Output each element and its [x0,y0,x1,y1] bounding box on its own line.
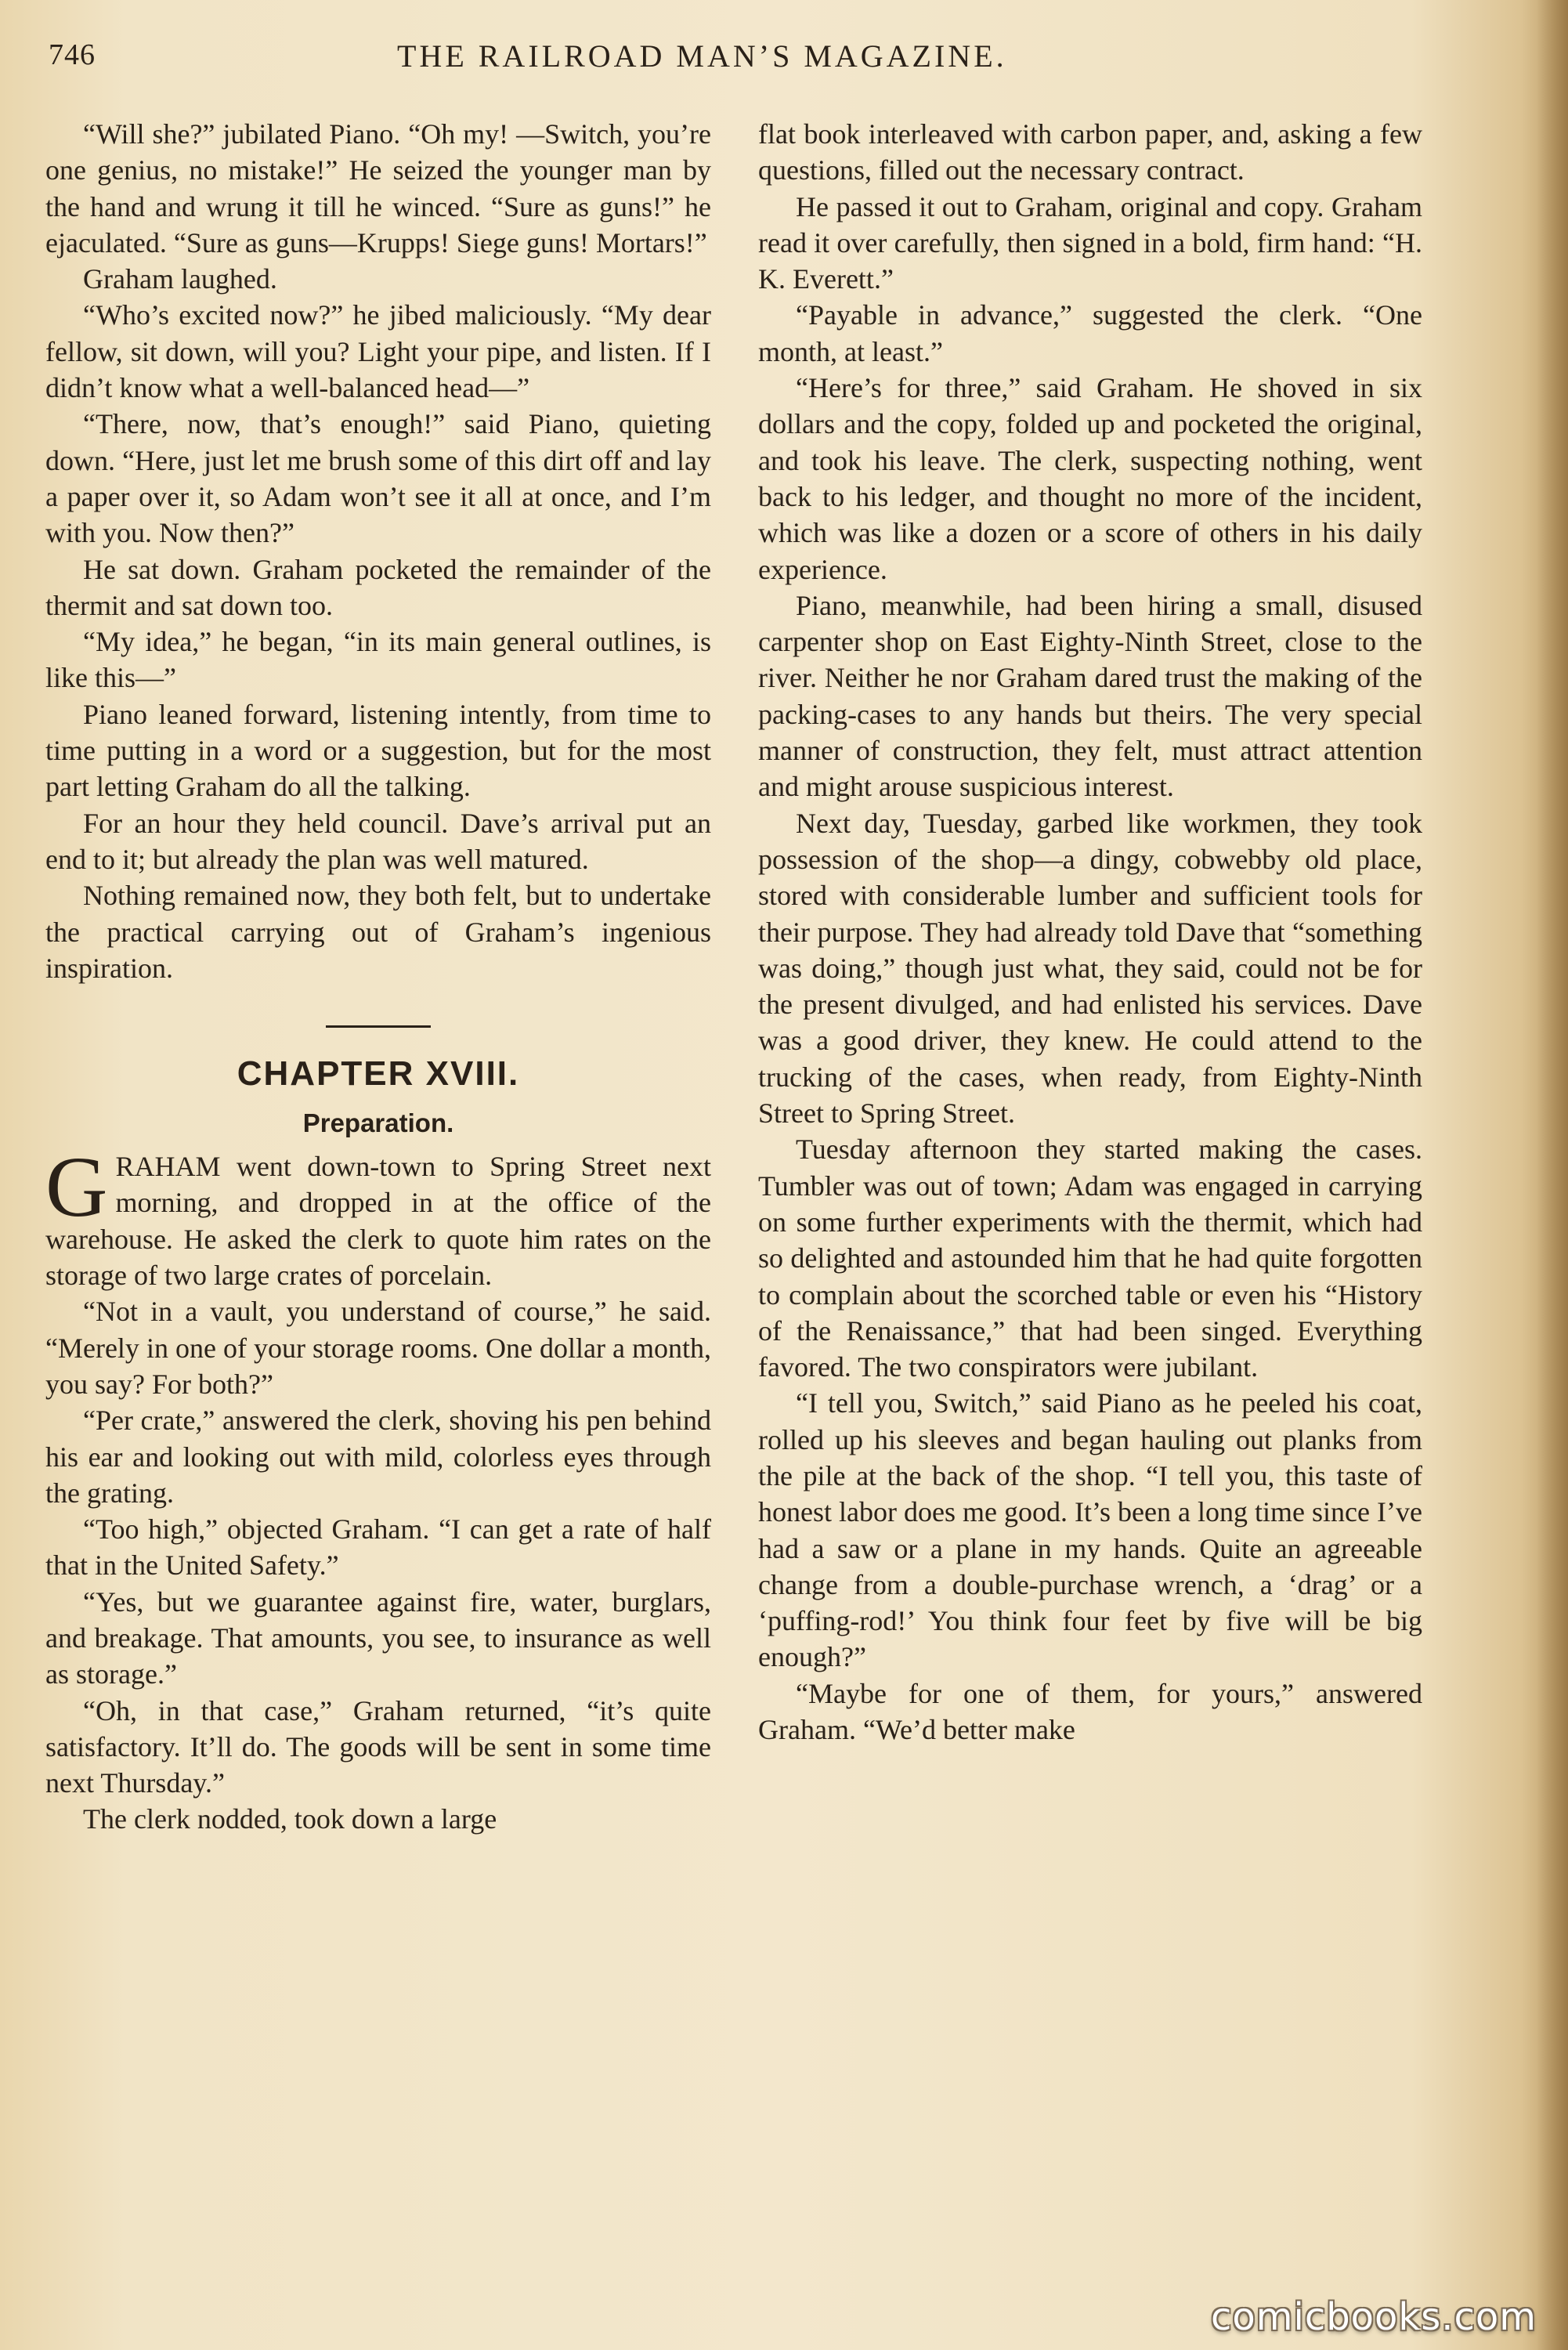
paragraph: Nothing remained now, they both felt, but to undertake the practical carrying out of Graham’s ingenious inspiration. [45,880,711,984]
paragraph: “I tell you, Switch,” said Piano as he peeled his coat, rolled up his sleeves and began hauling out planks from the pile at the back of the shop. “I tell you, this taste of honest labor does me good. It’s been a long time since I’ve had a saw or a plane in my hands. Quite an agreeable change from a double-purchase wrench, a ‘drag’ or a ‘puffing-rod!’ You think four feet by five will be big enough?” [758,1387,1422,1673]
paragraph: Next day, Tuesday, garbed like workmen, they took possession of the shop—a dingy, cobwebby old place, stored with considerable lumber and sufficient tools for their purpose. They had already told Dave that “something was doing,” though just what, they said, could not be for the present divulged, and had enlisted his services. Dave was a good driver, they knew. He could attend to the trucking of the cases, when ready, from Eighty-Ninth Street to Spring Street. [758,807,1422,1130]
paragraph: “Too high,” objected Graham. “I can get a rate of half that in the United Safety.” [45,1513,711,1582]
paragraph: He passed it out to Graham, original and copy. Graham read it over carefully, then signed in a bold, firm hand: “H. K. Everett.” [758,190,1422,295]
paragraph: Graham laughed. [83,263,277,295]
paragraph: “Oh, in that case,” Graham returned, “it’s quite satisfactory. It’ll do. The goods will be sent in some time next Thursday.” [45,1694,711,1799]
chapter-opening-paragraph [45,1139,711,1293]
section-divider [326,1025,431,1028]
paragraph: “There, now, that’s enough!” said Piano, quieting down. “Here, just let me brush some of this dirt off and lay a paper over it, so Adam won’t see it all at once, and I’m with you. Now then?” [45,408,711,549]
left-column [45,116,711,1838]
chapter-opening-text: RAHAM went down-town to Spring Street next morning, and dropped in at the office of the warehouse. He asked the clerk to quote him rates on the storage of two large crates of porcelain. [45,1151,711,1292]
paragraph: “Who’s excited now?” he jibed maliciously. “My dear fellow, sit down, will you? Light your pipe, and listen. If I didn’t know what a well-balanced head—” [45,299,711,404]
page-header [49,33,1498,88]
continued-paragraph: flat book interleaved with carbon paper, and, asking a few questions, filled out the necessary contract. [758,118,1422,186]
chapter-title: CHAPTER XVIII. [237,1054,520,1094]
paragraph: Piano leaned forward, listening intently, from time to time putting in a word or a suggestion, but for the most part letting Graham do all the talking. [45,698,711,803]
site-watermark: comicbooks.com [1210,2295,1537,2339]
paragraph: The clerk nodded, took down a large [83,1803,497,1835]
page-number: 746 [49,38,96,71]
paragraph: “Will she?” jubilated Piano. “Oh my! —Switch, you’re one genius, no mistake!” He seized the younger man by the hand and wrung it till he winced. “Sure as guns!” he ejaculated. “Sure as guns—Krupps! Siege guns! Mortars!” [45,118,711,258]
right-column [758,116,1422,1748]
drop-cap: G [45,1139,108,1235]
paragraph: “Maybe for one of them, for yours,” answered Graham. “We’d better make [758,1677,1422,1746]
paragraph: He sat down. Graham pocketed the remainder of the thermit and sat down too. [45,553,711,621]
paragraph: “My idea,” he began, “in its main general outlines, is like this—” [45,626,711,694]
running-title: THE RAILROAD MAN’S MAGAZINE. [397,38,1007,74]
page-edge-shadow [1537,0,1568,2350]
paragraph: Tuesday afternoon they started making the cases. Tumbler was out of town; Adam was engaged in carrying on some further experiments with the thermit, which had so delighted and astounded him that he had quite forgotten to complain about the scorched table or even his “History of the Renaissance,” that had been singed. Everything favored. The two conspirators were jubilant. [758,1133,1422,1383]
paragraph: “Here’s for three,” said Graham. He shoved in six dollars and the copy, folded up and pocketed the original, and took his leave. The clerk, suspecting nothing, went back to his ledger, and thought no more of the incident, which was like a dozen or a score of others in his daily experience. [758,372,1422,585]
paragraph: “Not in a vault, you understand of course,” he said. “Merely in one of your storage rooms. One dollar a month, you say? For both?” [45,1296,711,1400]
paragraph: “Per crate,” answered the clerk, shoving his pen behind his ear and looking out with mild, colorless eyes through the grating. [45,1405,711,1509]
paragraph: For an hour they held council. Dave’s arrival put an end to it; but already the plan was well matured. [45,807,711,875]
chapter-subtitle: Preparation. [302,1108,454,1138]
paragraph: “Yes, but we guarantee against fire, water, burglars, and breakage. That amounts, you see, to insurance as well as storage.” [45,1585,711,1690]
paragraph: Piano, meanwhile, had been hiring a small, disused carpenter shop on East Eighty-Ninth Street, close to the river. Neither he nor Graham dared trust the making of the packing-cases to any hands but theirs. The very special manner of construction, they felt, must attract attention and might arouse suspicious interest. [758,589,1422,803]
paragraph: “Payable in advance,” suggested the clerk. “One month, at least.” [758,299,1422,367]
